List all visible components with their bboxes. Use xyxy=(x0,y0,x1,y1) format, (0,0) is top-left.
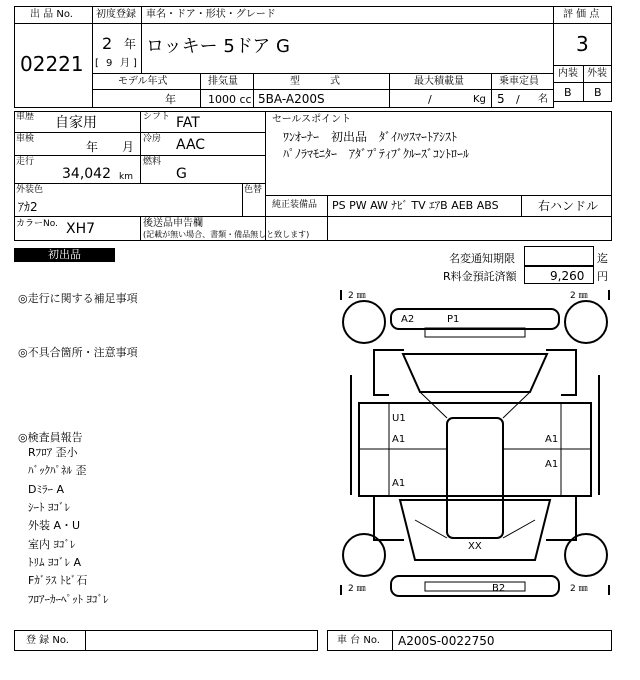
ac-label: 冷房 xyxy=(143,134,162,144)
mark-a2: A2 xyxy=(401,314,415,325)
window-line xyxy=(503,392,530,418)
model-year-unit: 年 xyxy=(165,93,176,106)
aftermarket-box xyxy=(265,216,612,241)
window-line xyxy=(503,520,535,538)
mark-a1: A1 xyxy=(545,459,559,470)
roof xyxy=(447,418,503,538)
inspector-item: ｼｰﾄ ﾖｺﾞﾚ xyxy=(28,501,70,514)
lot-no: 02221 xyxy=(20,52,84,76)
front-plate xyxy=(425,582,525,591)
divider xyxy=(140,216,141,241)
divider xyxy=(553,23,612,24)
front-right-side xyxy=(546,496,576,540)
inspector-item: ﾊﾞｯｸﾊﾟﾈﾙ 歪 xyxy=(28,464,87,477)
shift: FAT xyxy=(176,115,200,131)
displacement-label: 排気量 xyxy=(208,76,238,87)
divider xyxy=(491,73,492,108)
mileage: 34,042 xyxy=(62,166,111,182)
interior-grade: B xyxy=(564,86,572,99)
tire-label-tr: 2 ㎜ xyxy=(570,291,588,301)
load-unit: Kg xyxy=(473,94,486,105)
recycle-label: R料金預託済額 xyxy=(443,270,517,283)
sales-point-line1: ﾜﾝｵｰﾅｰ 初出品 ﾀﾞｲﾊﾂｽﾏｰﾄｱｼｽﾄ xyxy=(283,130,458,144)
rear-gate xyxy=(403,354,547,392)
tire-label-tl: 2 ㎜ xyxy=(348,291,366,301)
divider xyxy=(583,65,584,102)
divider xyxy=(140,111,141,183)
reg-month: 9 xyxy=(106,58,113,69)
inspector-label: ◎検査員報告 xyxy=(18,431,83,444)
inspector-item: 室内 ﾖｺﾞﾚ xyxy=(28,538,76,551)
mileage-label: 走行 xyxy=(16,157,35,167)
score: 3 xyxy=(576,32,589,56)
exterior-label: 外装 xyxy=(587,68,607,79)
inspector-item: 外装 A・U xyxy=(28,519,81,532)
inspection-label: 車検 xyxy=(16,134,35,144)
front-left-side xyxy=(374,496,404,540)
divider xyxy=(521,195,522,217)
equipment-label: 純正装備品 xyxy=(272,200,318,210)
divider xyxy=(92,23,554,24)
rear-bumper xyxy=(391,309,559,329)
history-label: 車歴 xyxy=(16,112,35,122)
inspector-item: ﾄﾘﾑ ﾖｺﾞﾚ A xyxy=(28,556,82,569)
recycle-unit: 円 xyxy=(597,270,608,283)
mark-p1: P1 xyxy=(447,314,460,325)
bracket: ] xyxy=(133,58,137,69)
ac: AAC xyxy=(176,137,206,153)
fuel-label: 燃料 xyxy=(143,157,162,167)
divider xyxy=(85,630,86,651)
badge-text: 初出品 xyxy=(48,248,81,261)
chassis-no: A200S-0022750 xyxy=(398,634,495,648)
inspector-item: ﾌﾛｱｰｶｰﾍﾟｯﾄ ﾖｺﾞﾚ xyxy=(28,593,109,606)
repaint-label: 色替 xyxy=(244,185,263,195)
capacity: 5 xyxy=(497,92,505,106)
car-name: ロッキー 5ドア G xyxy=(146,36,290,57)
inspector-item: Fｶﾞﾗｽ ﾄﾋﾞ石 xyxy=(28,574,88,587)
year-unit: 年 xyxy=(124,37,137,51)
chassis-label: 車 台 No. xyxy=(337,635,380,646)
driving-label: ◎走行に関する補足事項 xyxy=(18,292,138,305)
mark-a1: A1 xyxy=(392,478,406,489)
inspection-year-unit: 年 xyxy=(86,140,99,154)
steering: 右ハンドル xyxy=(538,199,599,213)
name-change-label: 名変通知期限 xyxy=(449,252,515,265)
front-bumper xyxy=(391,576,559,596)
recycle-amount: 9,260 xyxy=(550,269,585,283)
max-load-label: 最大積載量 xyxy=(414,76,464,87)
inspector-item: Rﾌﾛｱ 歪小 xyxy=(28,446,78,459)
type-code: 5BA-A200S xyxy=(258,92,325,106)
color-no-label: カラーNo. xyxy=(16,219,58,229)
reg-year: 2 xyxy=(102,34,113,53)
color-no: XH7 xyxy=(66,221,96,237)
mileage-unit: km xyxy=(119,172,133,182)
mark-b2: B2 xyxy=(492,583,506,594)
rear-left-side xyxy=(374,350,404,395)
divider xyxy=(253,73,254,108)
month-unit: 月 xyxy=(120,58,130,69)
history: 自家用 xyxy=(55,115,97,131)
bracket: [ xyxy=(95,58,99,69)
window-line xyxy=(415,520,447,538)
tire-rear-left xyxy=(343,301,385,343)
car-damage-diagram xyxy=(336,286,614,600)
fuel: G xyxy=(176,166,187,182)
divider xyxy=(392,630,393,651)
rear-right-side xyxy=(546,350,576,395)
equipment-items: PS PW AW ﾅﾋﾞ TV ｴｱB AEB ABS xyxy=(332,199,499,212)
tire-label-br: 2 ㎜ xyxy=(570,584,588,594)
aftermarket-note: (記載が無い場合、書類・備品無しと致します) xyxy=(143,230,310,239)
shift-label: シフト xyxy=(143,112,171,122)
first-listing-badge xyxy=(14,248,115,262)
interior-label: 内装 xyxy=(558,68,578,79)
divider xyxy=(92,89,554,90)
divider xyxy=(200,73,201,108)
ext-color: ｱｶ2 xyxy=(18,200,38,214)
inspection-month-unit: 月 xyxy=(122,140,135,154)
type-label: 型 式 xyxy=(290,76,340,87)
divider xyxy=(389,73,390,108)
first-reg-label: 初度登録 xyxy=(96,9,136,20)
name-change-field xyxy=(524,246,594,266)
mark-a1: A1 xyxy=(392,434,406,445)
sales-point-line2: ﾊﾟﾉﾗﾏﾓﾆﾀｰ ｱﾀﾞﾌﾟﾃｨﾌﾞｸﾙｰｽﾞｺﾝﾄﾛｰﾙ xyxy=(283,147,470,161)
ext-color-label: 外装色 xyxy=(16,185,44,195)
divider xyxy=(14,23,93,24)
sales-point-label: セールスポイント xyxy=(272,114,352,125)
capacity-unit: 名 xyxy=(538,94,548,105)
mark-a1: A1 xyxy=(545,434,559,445)
aftermarket-label: 後送品申告欄 xyxy=(143,218,203,229)
tire-rear-right xyxy=(565,301,607,343)
capacity-sep: / xyxy=(516,93,520,106)
divider xyxy=(242,183,243,216)
name-change-unit: 迄 xyxy=(597,252,608,265)
divider xyxy=(327,195,328,217)
divider xyxy=(14,183,266,184)
tire-label-bl: 2 ㎜ xyxy=(348,584,366,594)
exterior-grade: B xyxy=(594,86,602,99)
model-year-label: モデル年式 xyxy=(118,76,168,87)
inspector-item: Dﾐﾗｰ A xyxy=(28,483,64,496)
window-line xyxy=(420,392,447,418)
divider xyxy=(327,216,328,241)
reg-no-label: 登 録 No. xyxy=(26,635,69,646)
capacity-label: 乗車定員 xyxy=(499,76,539,87)
mark-u1: U1 xyxy=(392,413,406,424)
lot-no-label: 出 品 No. xyxy=(30,9,73,20)
defects-label: ◎不具合箇所・注意事項 xyxy=(18,346,138,359)
displacement: 1000 cc xyxy=(208,93,252,106)
mark-xx: XX xyxy=(468,541,482,552)
max-load: / xyxy=(428,93,432,106)
score-label: 評 価 点 xyxy=(563,9,600,20)
divider xyxy=(141,6,142,74)
car-name-label: 車名・ドア・形状・グレード xyxy=(146,9,276,20)
